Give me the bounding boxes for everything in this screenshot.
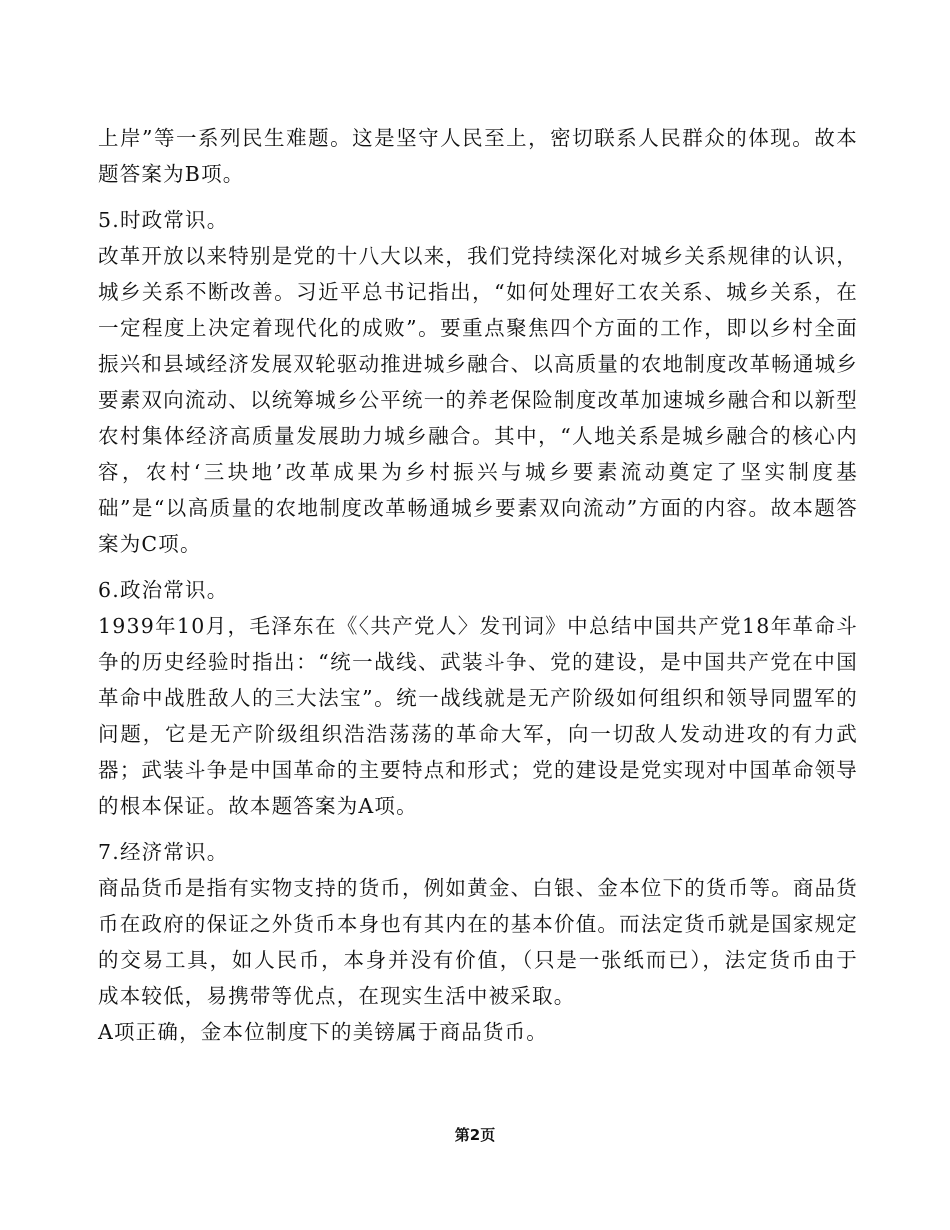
q5-heading: 5.时政常识。 (98, 208, 229, 232)
q6-explanation: 1939年10月，毛泽东在《〈共产党人〉发刊词》中总结中国共产党18年革命斗争的历史经验时指出：“统一战线、武装斗争、党的建设，是中国共产党在中国革命中战胜敌人的三大法宝”。统一战线就是无产阶级如何组织和领导同盟军的问题，它是无产阶级组织浩浩荡荡的革命大军，向一切敌人发动进攻的有力武器；武装斗争是中国革命的主要特点和形式；党的建设是党实现对中国革命领导的根本保证。故本题答案为A项。 (98, 614, 858, 818)
q7-explanation: 商品货币是指有实物支持的货币，例如黄金、白银、金本位下的货币等。商品货币在政府的保证之外货币本身也有其内在的基本价值。而法定货币就是国家规定的交易工具，如人民币，本身并没有价值，（只是一张纸而已），法定货币由于成本较低，易携带等优点，在现实生活中被采取。 (98, 876, 858, 1008)
document-content (98, 120, 858, 1050)
page-number: 第2页 (454, 1126, 496, 1144)
q6-heading: 6.政治常识。 (98, 578, 229, 602)
q5-explanation: 改革开放以来特别是党的十八大以来，我们党持续深化对城乡关系规律的认识，城乡关系不断改善。习近平总书记指出，“如何处理好工农关系、城乡关系，在一定程度上决定着现代化的成败”。要重点聚焦四个方面的工作，即以乡村全面振兴和县域经济发展双轮驱动推进城乡融合、以高质量的农地制度改革畅通城乡要素双向流动、以统筹城乡公平统一的养老保险制度改革加速城乡融合和以新型农村集体经济高质量发展助力城乡融合。其中，“人地关系是城乡融合的核心内容，农村‘三块地’改革成果为乡村振兴与城乡要素流动奠定了坚实制度基础”是“以高质量的农地制度改革畅通城乡要素双向流动”方面的内容。故本题答案为C项。 (98, 244, 858, 556)
q7-option-a: A项正确，金本位制度下的美镑属于商品货币。 (98, 1020, 549, 1044)
q4-answer-tail: 上岸”等一系列民生难题。这是坚守人民至上，密切联系人民群众的体现。故本题答案为B项。 (98, 126, 858, 186)
q7-heading: 7.经济常识。 (98, 840, 229, 864)
